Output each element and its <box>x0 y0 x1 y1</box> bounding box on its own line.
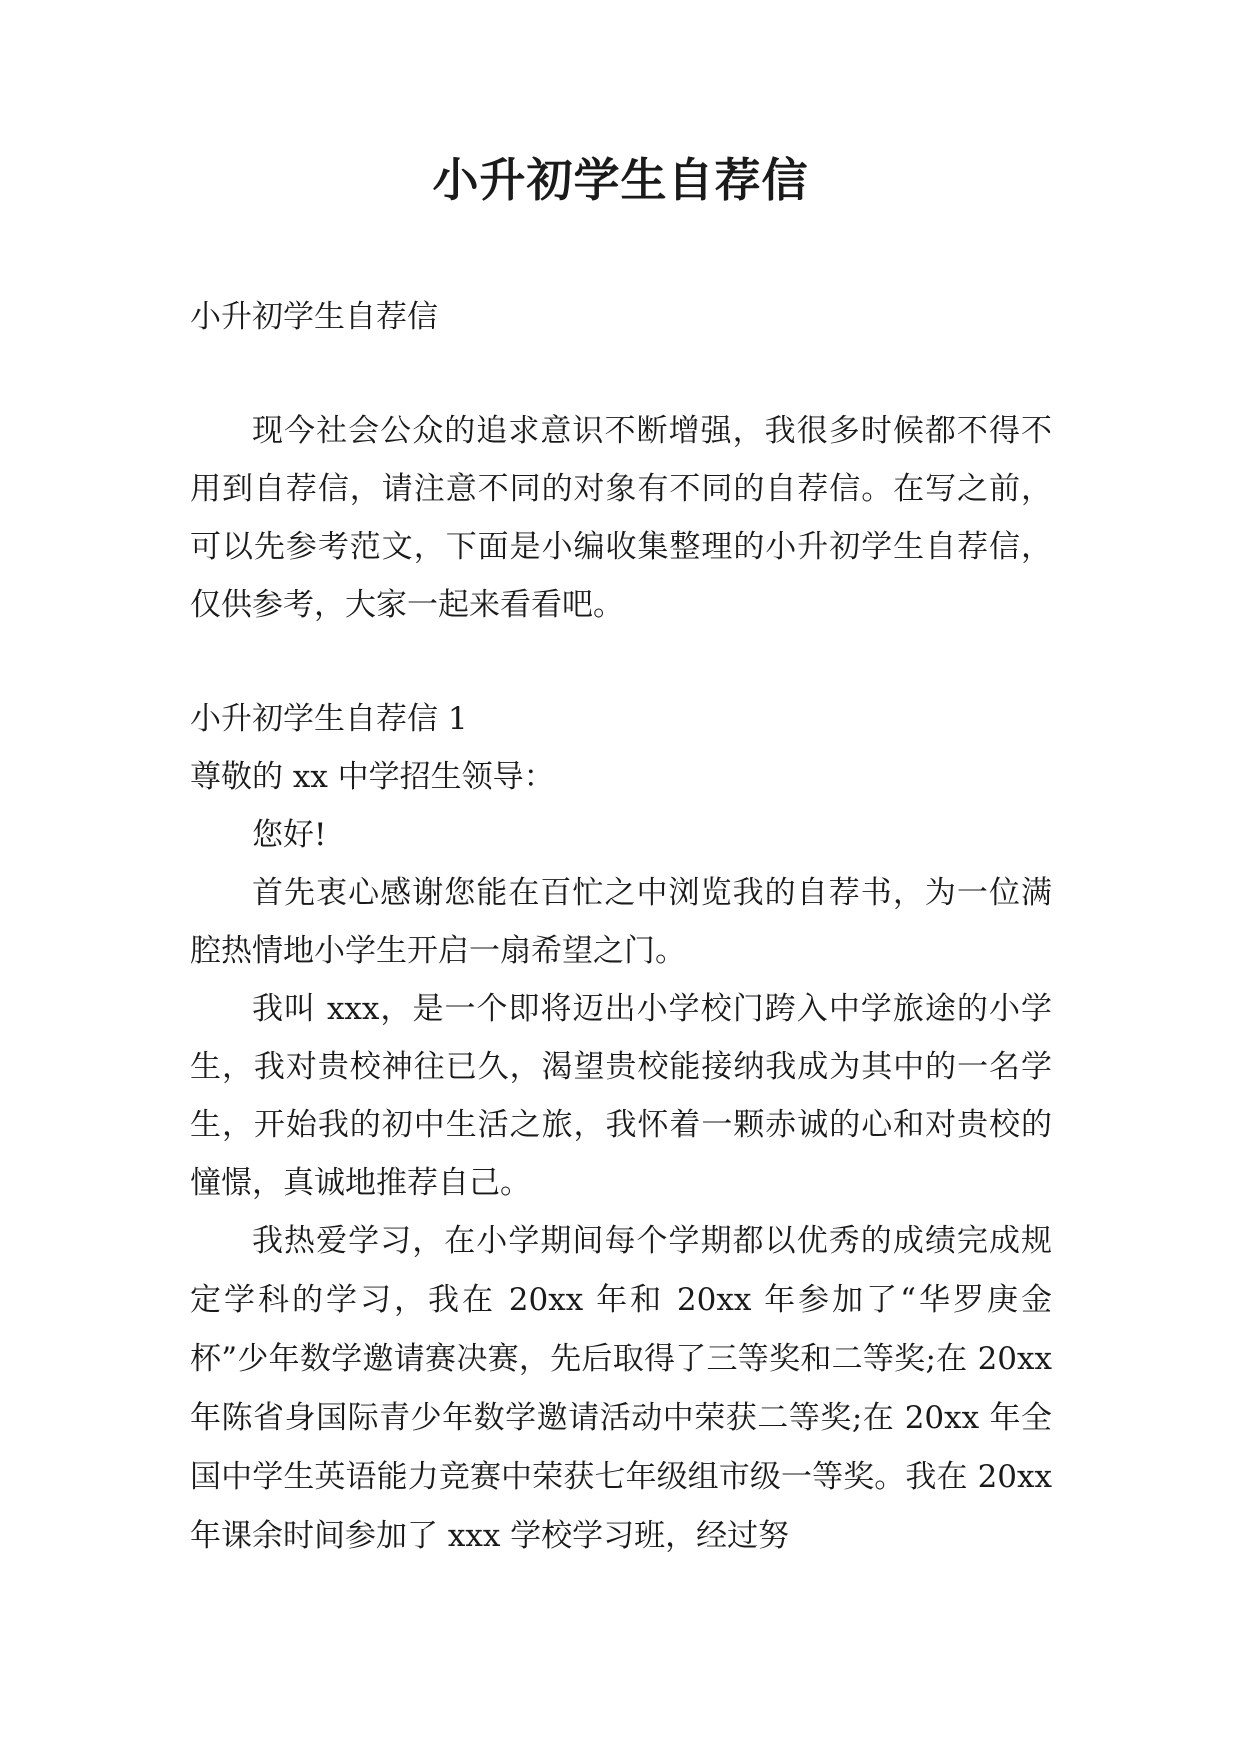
document-title: 小升初学生自荐信 <box>432 153 809 207</box>
body-paragraph-3: 我热爱学习，在小学期间每个学期都以优秀的成绩完成规定学科的学习，我在 20xx 年和 20xx 年参加了“华罗庚金杯”少年数学邀请赛决赛，先后取得了三等奖和二等奖;在 20xx 年陈省身国际青少年数学邀请活动中荣获二等奖;在 20xx 年全国中学生英语能力竞赛中荣获七年级组市级一等奖。我在 20xx 年课余时间参加了 xxx 学校学习班，经过努 <box>190 1223 1052 1554</box>
body-paragraph-2: 我叫 xxx，是一个即将迈出小学校门跨入中学旅途的小学生，我对贵校神往已久，渴望贵校能接纳我成为其中的一名学生，开始我的初中生活之旅，我怀着一颗赤诚的心和对贵校的憧憬，真诚地推荐自己。 <box>190 991 1052 1201</box>
letter-heading: 小升初学生自荐信 1 <box>190 701 468 737</box>
document-subtitle: 小升初学生自荐信 <box>190 299 438 335</box>
document-body <box>190 288 1052 1566</box>
greeting: 您好! <box>252 817 327 853</box>
intro-paragraph: 现今社会公众的追求意识不断增强，我很多时候都不得不用到自荐信，请注意不同的对象有不同的自荐信。在写之前，可以先参考范文，下面是小编收集整理的小升初学生自荐信，仅供参考，大家一起来看看吧。 <box>190 413 1052 623</box>
salutation: 尊敬的 xx 中学招生领导： <box>190 759 555 795</box>
body-paragraph-1: 首先衷心感谢您能在百忙之中浏览我的自荐书，为一位满腔热情地小学生开启一扇希望之门。 <box>190 875 1052 969</box>
